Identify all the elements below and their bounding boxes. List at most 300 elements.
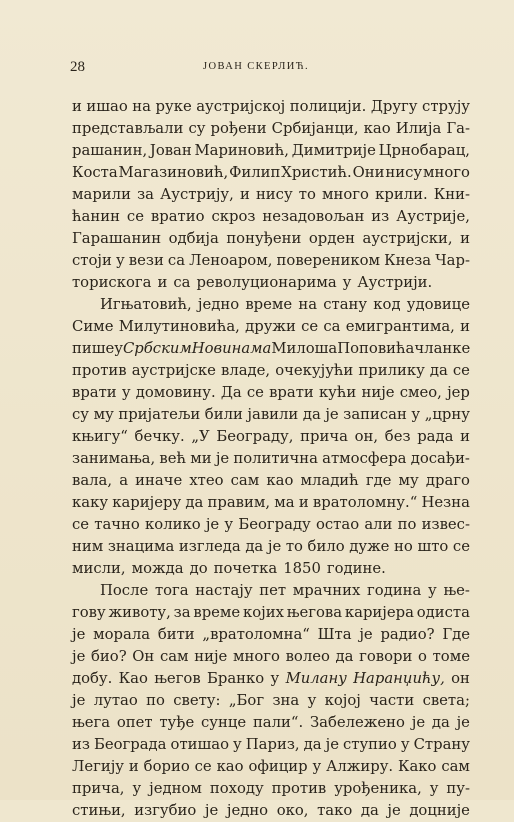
word: врати xyxy=(72,384,117,401)
word: тако xyxy=(317,802,353,819)
word: је xyxy=(72,648,86,665)
word: записан xyxy=(343,406,407,423)
word: он xyxy=(451,670,470,687)
text-line xyxy=(72,580,470,602)
word: Гарашанин xyxy=(72,230,162,247)
word: стињи, xyxy=(72,802,126,819)
word: драго xyxy=(425,472,470,489)
word: нису xyxy=(385,164,423,181)
word: му xyxy=(398,472,419,489)
word: отишао xyxy=(170,736,229,753)
word: којој xyxy=(324,692,361,709)
word: у xyxy=(270,670,280,687)
word: је xyxy=(456,714,470,731)
word: то xyxy=(298,186,316,203)
word: са xyxy=(167,252,186,269)
word: је xyxy=(411,714,426,731)
word: у xyxy=(342,274,352,291)
word: бити xyxy=(157,626,195,643)
word: на xyxy=(132,98,151,115)
word: вратоломну.“ xyxy=(312,494,418,511)
word: по xyxy=(146,692,165,709)
word: се xyxy=(246,384,264,401)
word: једно xyxy=(197,296,240,313)
word: понуђени xyxy=(226,230,302,247)
word: пријатељи xyxy=(118,406,201,423)
text-line xyxy=(72,646,470,668)
word: да xyxy=(431,714,450,731)
text-line xyxy=(72,250,470,272)
word: младић xyxy=(300,472,359,489)
word: вала, xyxy=(72,472,113,489)
text-line xyxy=(72,140,470,162)
word: Београду xyxy=(238,516,311,533)
word: није xyxy=(194,648,228,665)
word: Кни- xyxy=(433,186,470,203)
text-line xyxy=(72,668,470,690)
word: После xyxy=(100,582,149,599)
word: представљали xyxy=(72,120,184,137)
word: много xyxy=(322,186,369,203)
word: Србијанци, xyxy=(271,120,359,137)
word: струју xyxy=(422,98,470,115)
text-line xyxy=(72,778,470,800)
word: из xyxy=(72,736,90,753)
word: у xyxy=(233,736,242,753)
word: кући xyxy=(318,384,357,401)
word: је xyxy=(72,692,86,709)
word: официр xyxy=(248,758,308,775)
word: са xyxy=(323,318,341,335)
word: „У xyxy=(191,428,210,445)
word: да xyxy=(429,362,448,379)
word: да xyxy=(245,538,264,555)
word: је xyxy=(387,802,401,819)
word: и xyxy=(460,230,470,247)
word: хтео xyxy=(189,472,224,489)
word: против xyxy=(271,780,327,797)
word: Леноаром, xyxy=(189,252,273,269)
word: у xyxy=(429,780,439,797)
word: каријера xyxy=(344,604,414,621)
text-line xyxy=(72,800,470,822)
page-body-text xyxy=(72,96,470,822)
text-line xyxy=(72,690,470,712)
text-line xyxy=(72,404,470,426)
word: извес- xyxy=(421,516,470,533)
word: сам xyxy=(441,758,470,775)
word: пише xyxy=(72,340,115,357)
word: њега xyxy=(72,714,111,731)
word: чланке xyxy=(414,340,471,357)
text-line xyxy=(72,228,470,250)
word: као xyxy=(216,758,244,775)
word: већ xyxy=(159,450,187,467)
word: он, xyxy=(354,428,379,445)
word: и xyxy=(298,494,309,511)
word: дуже xyxy=(349,538,390,555)
word: као xyxy=(266,472,294,489)
word: Где xyxy=(442,626,470,643)
word: са xyxy=(173,274,191,291)
word: и xyxy=(128,758,139,775)
word: зна xyxy=(272,692,300,709)
word: Он xyxy=(132,648,155,665)
word: о xyxy=(418,648,427,665)
text-line xyxy=(72,118,470,140)
word: се xyxy=(72,516,90,533)
word: био? xyxy=(91,648,127,665)
page-number: 28 xyxy=(70,59,85,75)
word: емигрантима, xyxy=(345,318,455,335)
word: време xyxy=(245,296,293,313)
italic-word: Милану xyxy=(285,670,347,687)
text-line xyxy=(72,96,470,118)
word: сам xyxy=(159,648,189,665)
text-line xyxy=(72,734,470,756)
word: књигу“ xyxy=(72,428,128,445)
running-head: ЈОВАН СКЕРЛИЋ. xyxy=(203,61,309,72)
word: пу- xyxy=(446,780,470,797)
word: иначе xyxy=(135,472,183,489)
text-line xyxy=(72,602,470,624)
word: ћанин xyxy=(72,208,120,225)
italic-word: Новинама xyxy=(191,340,272,357)
word: је xyxy=(215,450,230,467)
word: у xyxy=(114,340,123,357)
word: што xyxy=(417,538,449,555)
word: колико xyxy=(145,516,201,533)
word: борио xyxy=(143,758,190,775)
word: можда xyxy=(131,560,184,577)
word: врати xyxy=(269,384,314,401)
word: Мариновић, xyxy=(194,142,289,159)
word: били xyxy=(204,406,243,423)
word: знацима xyxy=(107,538,175,555)
word: доцније xyxy=(409,802,470,819)
word: Коста xyxy=(72,164,118,181)
word: владе, xyxy=(221,362,271,379)
word: ступио xyxy=(343,736,397,753)
word: Аустрије, xyxy=(396,208,470,225)
word: на xyxy=(298,296,318,313)
word: Аустрију, xyxy=(160,186,234,203)
word: Београда xyxy=(93,736,167,753)
text-line xyxy=(72,448,470,470)
word: прилику xyxy=(358,362,425,379)
word: да xyxy=(303,736,322,753)
word: Црнобарац, xyxy=(378,142,470,159)
word: Легију xyxy=(72,758,125,775)
word: без xyxy=(384,428,411,445)
word: у xyxy=(115,252,125,269)
word: Париз, xyxy=(245,736,300,753)
word: ње- xyxy=(443,582,470,599)
text-line xyxy=(72,514,470,536)
word: су xyxy=(188,120,206,137)
word: у xyxy=(132,780,142,797)
word: Шта xyxy=(317,626,352,643)
word: торискога xyxy=(72,274,152,291)
word: Забележено xyxy=(309,714,405,731)
word: Га- xyxy=(446,120,470,137)
word: његова xyxy=(286,604,343,621)
word: у xyxy=(428,582,437,599)
word: Симе xyxy=(72,318,114,335)
word: каријеру xyxy=(112,494,182,511)
word: рашанин, xyxy=(72,142,148,159)
word: тачно xyxy=(94,516,140,533)
word: и xyxy=(157,274,168,291)
word: код xyxy=(373,296,401,313)
word: ишао xyxy=(86,98,128,115)
word: за xyxy=(137,186,154,203)
word: против xyxy=(72,362,127,379)
word: Бранко xyxy=(207,670,265,687)
word: време xyxy=(193,604,241,621)
word: остао xyxy=(315,516,360,533)
word: је xyxy=(72,626,86,643)
word: Јован xyxy=(149,142,192,159)
word: је xyxy=(267,538,282,555)
word: туђе xyxy=(159,714,195,731)
word: лутао xyxy=(93,692,138,709)
word: говори xyxy=(359,648,413,665)
word: Страну xyxy=(413,736,470,753)
italic-word: Србским xyxy=(122,340,192,357)
word: да xyxy=(335,648,354,665)
word: почетка xyxy=(213,560,278,577)
word: и xyxy=(460,428,470,445)
word: опет xyxy=(116,714,153,731)
word: није xyxy=(361,384,395,401)
word: ним xyxy=(72,538,104,555)
word: Они xyxy=(352,164,385,181)
word: да xyxy=(185,494,204,511)
word: сам xyxy=(230,472,260,489)
word: „Бог xyxy=(228,692,265,709)
word: пали“. xyxy=(252,714,304,731)
word: година xyxy=(367,582,422,599)
word: Милутиновића, xyxy=(118,318,240,335)
word: Игњатовић, xyxy=(100,296,192,313)
word: године. xyxy=(326,560,386,577)
word: одбија xyxy=(168,230,219,247)
word: по xyxy=(397,516,417,533)
word: бечку. xyxy=(134,428,185,445)
word: као xyxy=(363,120,391,137)
word: вези xyxy=(128,252,164,269)
word: аустријски, xyxy=(362,230,453,247)
text-line xyxy=(72,470,470,492)
text-line xyxy=(72,756,470,778)
word: Поповића xyxy=(337,340,415,357)
word: рођени xyxy=(210,120,267,137)
word: Како xyxy=(398,758,437,775)
word: Илија xyxy=(395,120,442,137)
word: и xyxy=(72,98,82,115)
word: но xyxy=(394,538,413,555)
word: стоји xyxy=(72,252,112,269)
word: досађи- xyxy=(410,450,470,467)
word: се xyxy=(194,758,212,775)
word: Милоша xyxy=(271,340,338,357)
word: било xyxy=(307,538,345,555)
word: Да xyxy=(220,384,242,401)
word: Београду, xyxy=(216,428,294,445)
word: атмосфера xyxy=(322,450,407,467)
word: из xyxy=(371,208,390,225)
word: револуционарима xyxy=(196,274,337,291)
word: су xyxy=(72,406,89,423)
word: скроз xyxy=(211,208,256,225)
word: ма xyxy=(274,494,295,511)
word: вратио xyxy=(150,208,205,225)
italic-word: Наранџићу, xyxy=(353,670,445,687)
word: Као xyxy=(118,670,148,687)
word: животу, xyxy=(108,604,171,621)
word: радио? xyxy=(380,626,435,643)
word: али xyxy=(364,516,393,533)
word: у xyxy=(400,736,410,753)
word: орден xyxy=(308,230,355,247)
word: незадовољан xyxy=(262,208,365,225)
word: рада xyxy=(417,428,454,445)
word: и xyxy=(239,186,250,203)
word: Кнеза xyxy=(384,252,432,269)
word: којих xyxy=(243,604,284,621)
word: је xyxy=(204,802,219,819)
word: Алжиру. xyxy=(326,758,394,775)
text-line xyxy=(72,426,470,448)
word: пет xyxy=(259,582,287,599)
text-line xyxy=(72,536,470,558)
word: Магазиновић, xyxy=(118,164,229,181)
word: једном xyxy=(149,780,202,797)
word: то xyxy=(285,538,303,555)
word: у xyxy=(307,692,317,709)
word: морала xyxy=(93,626,151,643)
word: прича xyxy=(300,428,348,445)
word: у xyxy=(312,758,322,775)
word: урођеника, xyxy=(334,780,422,797)
word: стану xyxy=(323,296,368,313)
word: се xyxy=(126,208,144,225)
word: руке xyxy=(155,98,192,115)
word: много xyxy=(422,164,470,181)
word: одиста xyxy=(416,604,470,621)
word: света; xyxy=(422,692,470,709)
word: се xyxy=(301,318,319,335)
word: му xyxy=(93,406,114,423)
word: дружи xyxy=(245,318,296,335)
word: нису xyxy=(255,186,293,203)
word: мисли, xyxy=(72,560,126,577)
word: политична xyxy=(233,450,318,467)
word: Аустрији. xyxy=(357,274,433,291)
text-line xyxy=(72,624,470,646)
word: свету: xyxy=(173,692,221,709)
word: томе xyxy=(432,648,470,665)
word: јер xyxy=(447,384,470,401)
word: се xyxy=(452,538,470,555)
word: очекујући xyxy=(275,362,354,379)
word: ми xyxy=(190,450,212,467)
word: прича, xyxy=(72,780,125,797)
word: Димитрије xyxy=(291,142,376,159)
word: за xyxy=(173,604,191,621)
text-line xyxy=(72,272,470,294)
word: је xyxy=(325,736,339,753)
text-line xyxy=(72,360,470,382)
word: повереником xyxy=(276,252,381,269)
word: у xyxy=(121,384,131,401)
word: полицији. xyxy=(289,98,367,115)
text-line xyxy=(72,162,470,184)
word: Христић. xyxy=(281,164,352,181)
word: је xyxy=(359,626,373,643)
word: у xyxy=(411,406,421,423)
word: у xyxy=(224,516,234,533)
text-line xyxy=(72,338,470,360)
word: настају xyxy=(195,582,253,599)
text-line xyxy=(72,382,470,404)
word: правим, xyxy=(207,494,271,511)
word: аустријској xyxy=(196,98,286,115)
word: волео xyxy=(285,648,330,665)
text-line xyxy=(72,206,470,228)
text-line xyxy=(72,558,470,580)
word: и xyxy=(460,318,470,335)
word: је xyxy=(205,516,220,533)
word: једно xyxy=(226,802,269,819)
word: Незна xyxy=(421,494,470,511)
word: добу. xyxy=(72,670,113,687)
word: удовице xyxy=(406,296,470,313)
word: његов xyxy=(154,670,201,687)
word: Другу xyxy=(370,98,418,115)
word: да xyxy=(360,802,379,819)
word: мрачних xyxy=(292,582,361,599)
word: занимања, xyxy=(72,450,156,467)
word: крили. xyxy=(375,186,428,203)
word: а xyxy=(119,472,129,489)
word: части xyxy=(369,692,415,709)
word: изгубио xyxy=(134,802,197,819)
text-line xyxy=(72,492,470,514)
word: „вратоломна“ xyxy=(202,626,310,643)
word: изгледа xyxy=(178,538,241,555)
word: домовину. xyxy=(135,384,216,401)
word: тога xyxy=(154,582,189,599)
word: много xyxy=(232,648,280,665)
word: Филип xyxy=(229,164,281,181)
word: је xyxy=(325,406,339,423)
word: марили xyxy=(72,186,131,203)
text-line xyxy=(72,294,470,316)
word: око, xyxy=(276,802,309,819)
word: јавили xyxy=(247,406,299,423)
word: походу xyxy=(209,780,264,797)
word: каку xyxy=(72,494,109,511)
word: се xyxy=(452,362,470,379)
word: „црну xyxy=(424,406,470,423)
page-header xyxy=(70,58,466,76)
word: сунце xyxy=(201,714,247,731)
word: аустријске xyxy=(131,362,216,379)
word: гову xyxy=(72,604,106,621)
word: смео, xyxy=(399,384,442,401)
